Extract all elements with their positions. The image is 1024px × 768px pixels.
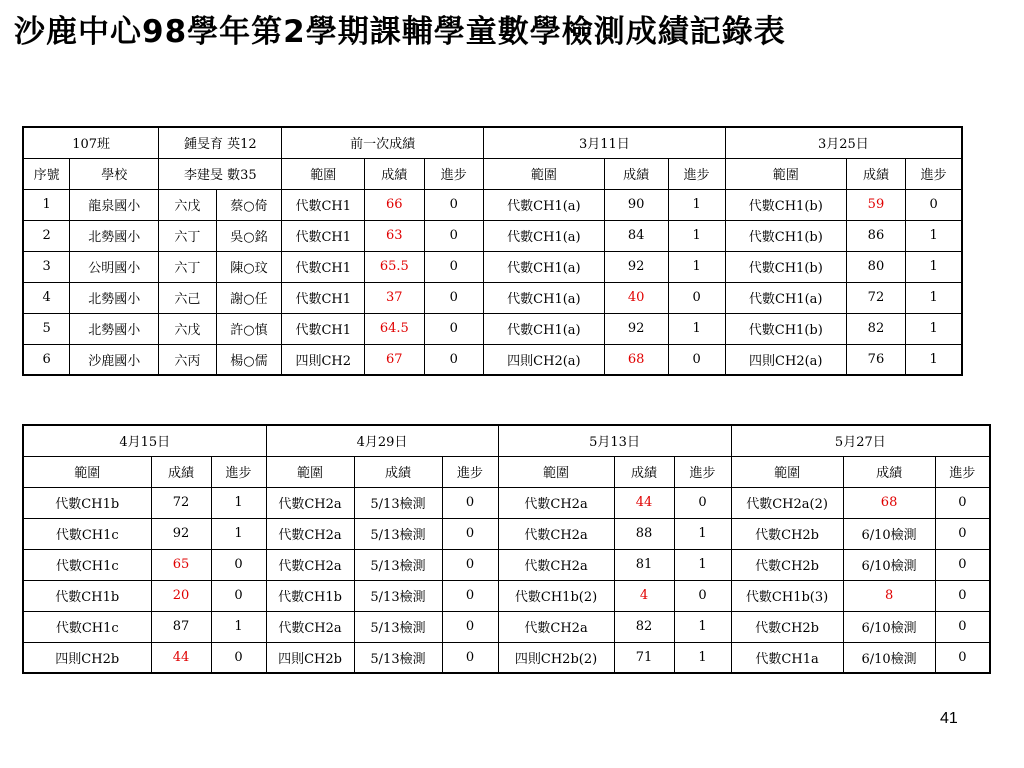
column-header: 成績 <box>846 158 905 189</box>
column-header: 範圍 <box>731 456 843 487</box>
group-header: 5月27日 <box>731 425 990 456</box>
progress-cell: 1 <box>906 313 962 344</box>
column-header: 序號 <box>23 158 70 189</box>
failing-score-cell: 65.5 <box>365 251 424 282</box>
progress-cell: 0 <box>935 580 990 611</box>
row-number-cell: 3 <box>23 251 70 282</box>
score-cell: 86 <box>846 220 905 251</box>
row-number-cell: 6 <box>23 344 70 375</box>
range-cell: 四則CH2b <box>266 642 354 673</box>
table-row <box>23 282 962 313</box>
failing-score-cell: 66 <box>365 189 424 220</box>
group-header: 4月29日 <box>266 425 498 456</box>
range-cell: 代數CH1 <box>282 189 365 220</box>
progress-cell: 1 <box>211 611 266 642</box>
progress-cell: 0 <box>442 642 498 673</box>
column-header: 進步 <box>442 456 498 487</box>
range-cell: 代數CH1(a) <box>483 313 604 344</box>
range-cell: 代數CH1b <box>23 580 151 611</box>
score-cell: 71 <box>614 642 674 673</box>
score-cell: 5/13檢測 <box>354 549 442 580</box>
range-cell: 代數CH2a <box>266 611 354 642</box>
column-header: 範圍 <box>725 158 846 189</box>
range-cell: 代數CH2a <box>266 518 354 549</box>
progress-cell: 1 <box>668 313 725 344</box>
range-cell: 四則CH2 <box>282 344 365 375</box>
school-cell: 龍泉國小 <box>70 189 159 220</box>
group-header: 3月25日 <box>725 127 962 158</box>
failing-score-cell: 64.5 <box>365 313 424 344</box>
score-cell: 82 <box>614 611 674 642</box>
range-cell: 代數CH1(a) <box>483 251 604 282</box>
failing-score-cell: 37 <box>365 282 424 313</box>
column-header: 成績 <box>614 456 674 487</box>
failing-score-cell: 65 <box>151 549 211 580</box>
range-cell: 代數CH1 <box>282 313 365 344</box>
range-cell: 四則CH2b <box>23 642 151 673</box>
progress-cell: 1 <box>906 344 962 375</box>
progress-cell: 1 <box>906 282 962 313</box>
failing-score-cell: 63 <box>365 220 424 251</box>
group-header: 3月11日 <box>483 127 725 158</box>
failing-score-cell: 8 <box>843 580 935 611</box>
table-row <box>23 549 990 580</box>
progress-cell: 1 <box>211 518 266 549</box>
score-cell: 6/10檢測 <box>843 549 935 580</box>
score-table-march <box>22 126 963 376</box>
table-row <box>23 611 990 642</box>
column-header: 進步 <box>211 456 266 487</box>
progress-cell: 1 <box>211 487 266 518</box>
table-row <box>23 642 990 673</box>
range-cell: 代數CH1a <box>731 642 843 673</box>
score-cell: 5/13檢測 <box>354 487 442 518</box>
group-header: 4月15日 <box>23 425 266 456</box>
progress-cell: 1 <box>668 220 725 251</box>
table-row <box>23 313 962 344</box>
failing-score-cell: 67 <box>365 344 424 375</box>
range-cell: 代數CH1(a) <box>483 282 604 313</box>
score-cell: 76 <box>846 344 905 375</box>
score-cell: 6/10檢測 <box>843 518 935 549</box>
failing-score-cell: 44 <box>151 642 211 673</box>
column-header: 進步 <box>935 456 990 487</box>
table-row <box>23 580 990 611</box>
score-cell: 5/13檢測 <box>354 580 442 611</box>
progress-cell: 0 <box>424 189 483 220</box>
column-header: 進步 <box>424 158 483 189</box>
range-cell: 四則CH2(a) <box>725 344 846 375</box>
range-cell: 代數CH2a <box>498 611 614 642</box>
range-cell: 代數CH1c <box>23 518 151 549</box>
range-cell: 代數CH1c <box>23 611 151 642</box>
progress-cell: 0 <box>442 487 498 518</box>
score-cell: 84 <box>604 220 668 251</box>
range-cell: 代數CH2a <box>266 487 354 518</box>
progress-cell: 1 <box>674 642 731 673</box>
failing-score-cell: 40 <box>604 282 668 313</box>
progress-cell: 1 <box>906 220 962 251</box>
student-name-cell: 楊○儒 <box>216 344 282 375</box>
group-header: 5月13日 <box>498 425 731 456</box>
range-cell: 代數CH1 <box>282 282 365 313</box>
progress-cell: 1 <box>668 189 725 220</box>
score-cell: 81 <box>614 549 674 580</box>
column-header: 範圍 <box>282 158 365 189</box>
column-header: 進步 <box>906 158 962 189</box>
school-cell: 沙鹿國小 <box>70 344 159 375</box>
score-cell: 92 <box>604 251 668 282</box>
column-header: 進步 <box>674 456 731 487</box>
table-row <box>23 251 962 282</box>
teacher-label: 鍾旻育 英12 <box>159 127 282 158</box>
failing-score-cell: 20 <box>151 580 211 611</box>
score-cell: 6/10檢測 <box>843 611 935 642</box>
table-row <box>23 487 990 518</box>
school-cell: 北勢國小 <box>70 282 159 313</box>
table-row <box>23 344 962 375</box>
progress-cell: 0 <box>668 282 725 313</box>
student-name-cell: 吳○銘 <box>216 220 282 251</box>
score-cell: 5/13檢測 <box>354 611 442 642</box>
progress-cell: 0 <box>674 580 731 611</box>
range-cell: 代數CH2b <box>731 549 843 580</box>
failing-score-cell: 68 <box>604 344 668 375</box>
range-cell: 代數CH2b <box>731 611 843 642</box>
progress-cell: 0 <box>424 344 483 375</box>
progress-cell: 1 <box>674 549 731 580</box>
score-cell: 6/10檢測 <box>843 642 935 673</box>
range-cell: 代數CH2a <box>266 549 354 580</box>
progress-cell: 0 <box>935 611 990 642</box>
class-label: 107班 <box>23 127 159 158</box>
range-cell: 代數CH1c <box>23 549 151 580</box>
column-header: 範圍 <box>266 456 354 487</box>
table-header-row <box>23 127 962 158</box>
column-header: 範圍 <box>483 158 604 189</box>
range-cell: 代數CH1 <box>282 220 365 251</box>
range-cell: 代數CH2a(2) <box>731 487 843 518</box>
column-header: 進步 <box>668 158 725 189</box>
failing-score-cell: 44 <box>614 487 674 518</box>
group-header: 前一次成績 <box>282 127 484 158</box>
range-cell: 代數CH2b <box>731 518 843 549</box>
student-name-cell: 許○慎 <box>216 313 282 344</box>
range-cell: 代數CH1(b) <box>725 220 846 251</box>
score-cell: 80 <box>846 251 905 282</box>
range-cell: 代數CH1(b) <box>725 313 846 344</box>
score-cell: 82 <box>846 313 905 344</box>
progress-cell: 0 <box>442 580 498 611</box>
table-subheader-row <box>23 456 990 487</box>
score-cell: 88 <box>614 518 674 549</box>
school-cell: 公明國小 <box>70 251 159 282</box>
range-cell: 代數CH1b <box>266 580 354 611</box>
progress-cell: 0 <box>935 642 990 673</box>
range-cell: 代數CH1b(3) <box>731 580 843 611</box>
student-name-cell: 蔡○倚 <box>216 189 282 220</box>
column-header: 成績 <box>354 456 442 487</box>
grade-cell: 六丁 <box>159 251 216 282</box>
progress-cell: 0 <box>424 282 483 313</box>
table-row <box>23 189 962 220</box>
score-cell: 90 <box>604 189 668 220</box>
score-cell: 92 <box>604 313 668 344</box>
progress-cell: 0 <box>424 251 483 282</box>
score-cell: 5/13檢測 <box>354 518 442 549</box>
column-header: 範圍 <box>23 456 151 487</box>
range-cell: 代數CH1 <box>282 251 365 282</box>
progress-cell: 0 <box>935 518 990 549</box>
progress-cell: 0 <box>211 580 266 611</box>
teacher-label: 李建旻 數35 <box>159 158 282 189</box>
progress-cell: 0 <box>424 220 483 251</box>
score-table-april-may <box>22 424 991 674</box>
grade-cell: 六丁 <box>159 220 216 251</box>
score-cell: 5/13檢測 <box>354 642 442 673</box>
row-number-cell: 2 <box>23 220 70 251</box>
table-row <box>23 518 990 549</box>
failing-score-cell: 4 <box>614 580 674 611</box>
page-number: 41 <box>940 710 958 727</box>
grade-cell: 六己 <box>159 282 216 313</box>
table-row <box>23 220 962 251</box>
column-header: 成績 <box>604 158 668 189</box>
progress-cell: 1 <box>674 611 731 642</box>
score-cell: 92 <box>151 518 211 549</box>
progress-cell: 1 <box>668 251 725 282</box>
range-cell: 代數CH1(a) <box>725 282 846 313</box>
progress-cell: 1 <box>906 251 962 282</box>
range-cell: 代數CH2a <box>498 518 614 549</box>
range-cell: 代數CH1(b) <box>725 189 846 220</box>
grade-cell: 六戊 <box>159 313 216 344</box>
column-header: 成績 <box>365 158 424 189</box>
range-cell: 代數CH1(a) <box>483 189 604 220</box>
progress-cell: 0 <box>442 518 498 549</box>
grade-cell: 六戊 <box>159 189 216 220</box>
range-cell: 代數CH2a <box>498 549 614 580</box>
score-cell: 72 <box>151 487 211 518</box>
row-number-cell: 5 <box>23 313 70 344</box>
column-header: 學校 <box>70 158 159 189</box>
range-cell: 四則CH2b(2) <box>498 642 614 673</box>
progress-cell: 0 <box>668 344 725 375</box>
progress-cell: 0 <box>935 549 990 580</box>
progress-cell: 0 <box>674 487 731 518</box>
student-name-cell: 陳○玟 <box>216 251 282 282</box>
progress-cell: 0 <box>906 189 962 220</box>
range-cell: 代數CH2a <box>498 487 614 518</box>
column-header: 成績 <box>151 456 211 487</box>
progress-cell: 0 <box>935 487 990 518</box>
row-number-cell: 1 <box>23 189 70 220</box>
progress-cell: 0 <box>211 642 266 673</box>
school-cell: 北勢國小 <box>70 313 159 344</box>
failing-score-cell: 68 <box>843 487 935 518</box>
progress-cell: 0 <box>442 549 498 580</box>
school-cell: 北勢國小 <box>70 220 159 251</box>
range-cell: 代數CH1b(2) <box>498 580 614 611</box>
row-number-cell: 4 <box>23 282 70 313</box>
table-header-row <box>23 425 990 456</box>
range-cell: 代數CH1b <box>23 487 151 518</box>
student-name-cell: 謝○任 <box>216 282 282 313</box>
column-header: 成績 <box>843 456 935 487</box>
score-cell: 72 <box>846 282 905 313</box>
range-cell: 代數CH1(b) <box>725 251 846 282</box>
progress-cell: 0 <box>424 313 483 344</box>
score-cell: 87 <box>151 611 211 642</box>
progress-cell: 1 <box>674 518 731 549</box>
progress-cell: 0 <box>442 611 498 642</box>
progress-cell: 0 <box>211 549 266 580</box>
column-header: 範圍 <box>498 456 614 487</box>
range-cell: 代數CH1(a) <box>483 220 604 251</box>
grade-cell: 六丙 <box>159 344 216 375</box>
page-title: 沙鹿中心98學年第2學期課輔學童數學檢測成績記錄表 <box>14 14 786 50</box>
failing-score-cell: 59 <box>846 189 905 220</box>
table-subheader-row <box>23 158 962 189</box>
range-cell: 四則CH2(a) <box>483 344 604 375</box>
